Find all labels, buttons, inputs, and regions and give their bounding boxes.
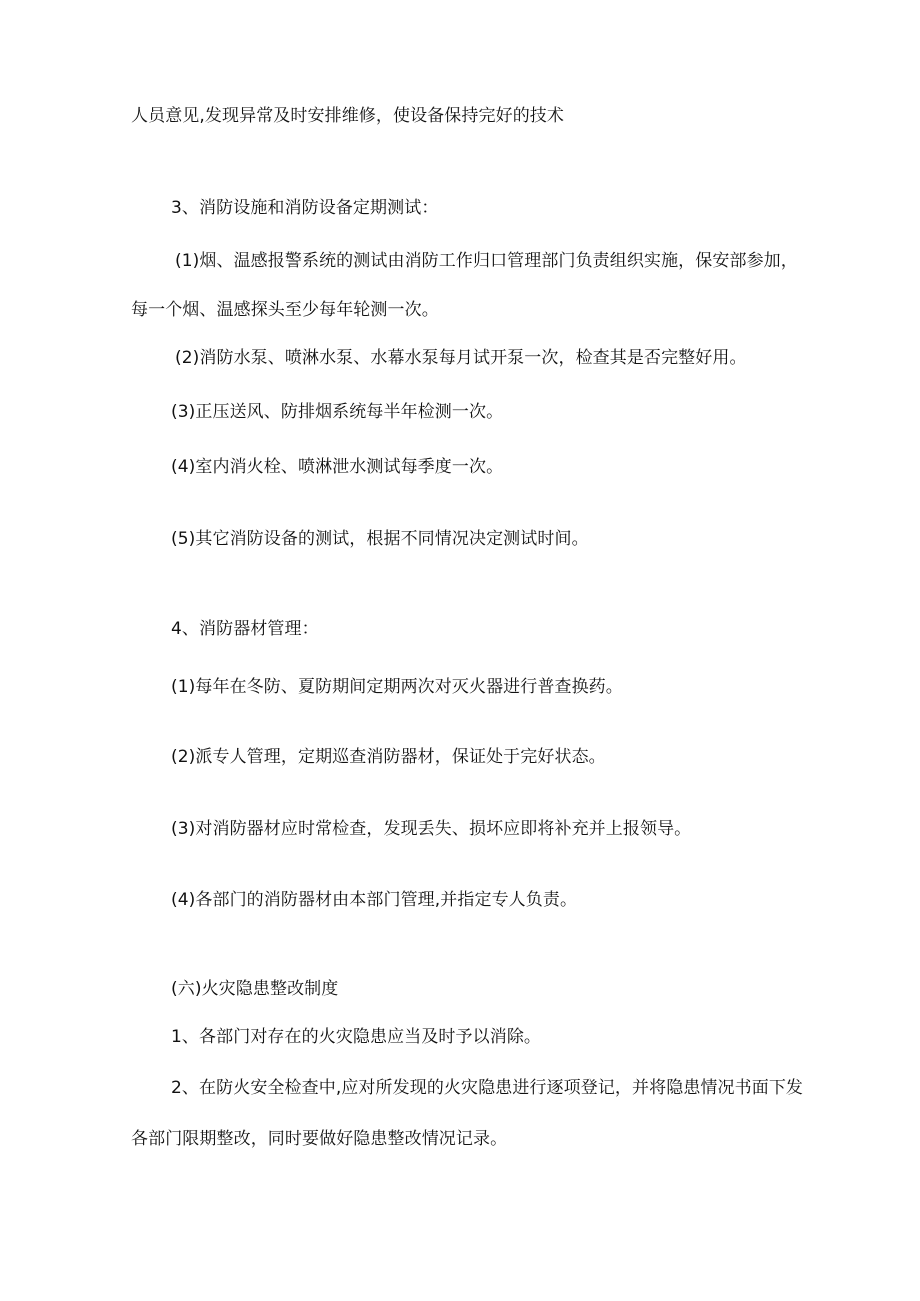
paragraph-line: 1、各部门对存在的火灾隐患应当及时予以消除。 bbox=[171, 1027, 542, 1047]
paragraph-line: (2)消防水泵、喷淋水泵、水幕水泵每月试开泵一次，检查其是否完整好用。 bbox=[175, 348, 747, 368]
section-heading: (六)火灾隐患整改制度 bbox=[171, 979, 339, 999]
paragraph-line: (1)烟、温感报警系统的测试由消防工作归口管理部门负责组织实施，保安部参加， bbox=[175, 251, 798, 271]
paragraph-line: (3)对消防器材应时常检查，发现丢失、损坏应即将补充并上报领导。 bbox=[171, 819, 692, 839]
paragraph-line: (3)正压送风、防排烟系统每半年检测一次。 bbox=[171, 402, 504, 422]
paragraph-line: 2、在防火安全检查中,应对所发现的火灾隐患进行逐项登记，并将隐患情况书面下发 bbox=[171, 1078, 804, 1098]
section-heading: 4、消防器材管理： bbox=[171, 619, 319, 639]
paragraph-line: 人员意见,发现异常及时安排维修，使设备保持完好的技术 bbox=[131, 106, 565, 126]
paragraph-line: (4)室内消火栓、喷淋泄水测试每季度一次。 bbox=[171, 457, 504, 477]
paragraph-line: 各部门限期整改，同时要做好隐患整改情况记录。 bbox=[131, 1129, 508, 1149]
paragraph-line: 每一个烟、温感探头至少每年轮测一次。 bbox=[131, 300, 439, 320]
paragraph-line: (5)其它消防设备的测试，根据不同情况决定测试时间。 bbox=[171, 529, 589, 549]
paragraph-line: (1)每年在冬防、夏防期间定期两次对灭火器进行普查换药。 bbox=[171, 677, 623, 697]
section-heading: 3、消防设施和消防设备定期测试： bbox=[171, 198, 439, 218]
paragraph-line: (2)派专人管理，定期巡查消防器材，保证处于完好状态。 bbox=[171, 747, 606, 767]
paragraph-line: (4)各部门的消防器材由本部门管理,并指定专人负责。 bbox=[171, 890, 578, 910]
